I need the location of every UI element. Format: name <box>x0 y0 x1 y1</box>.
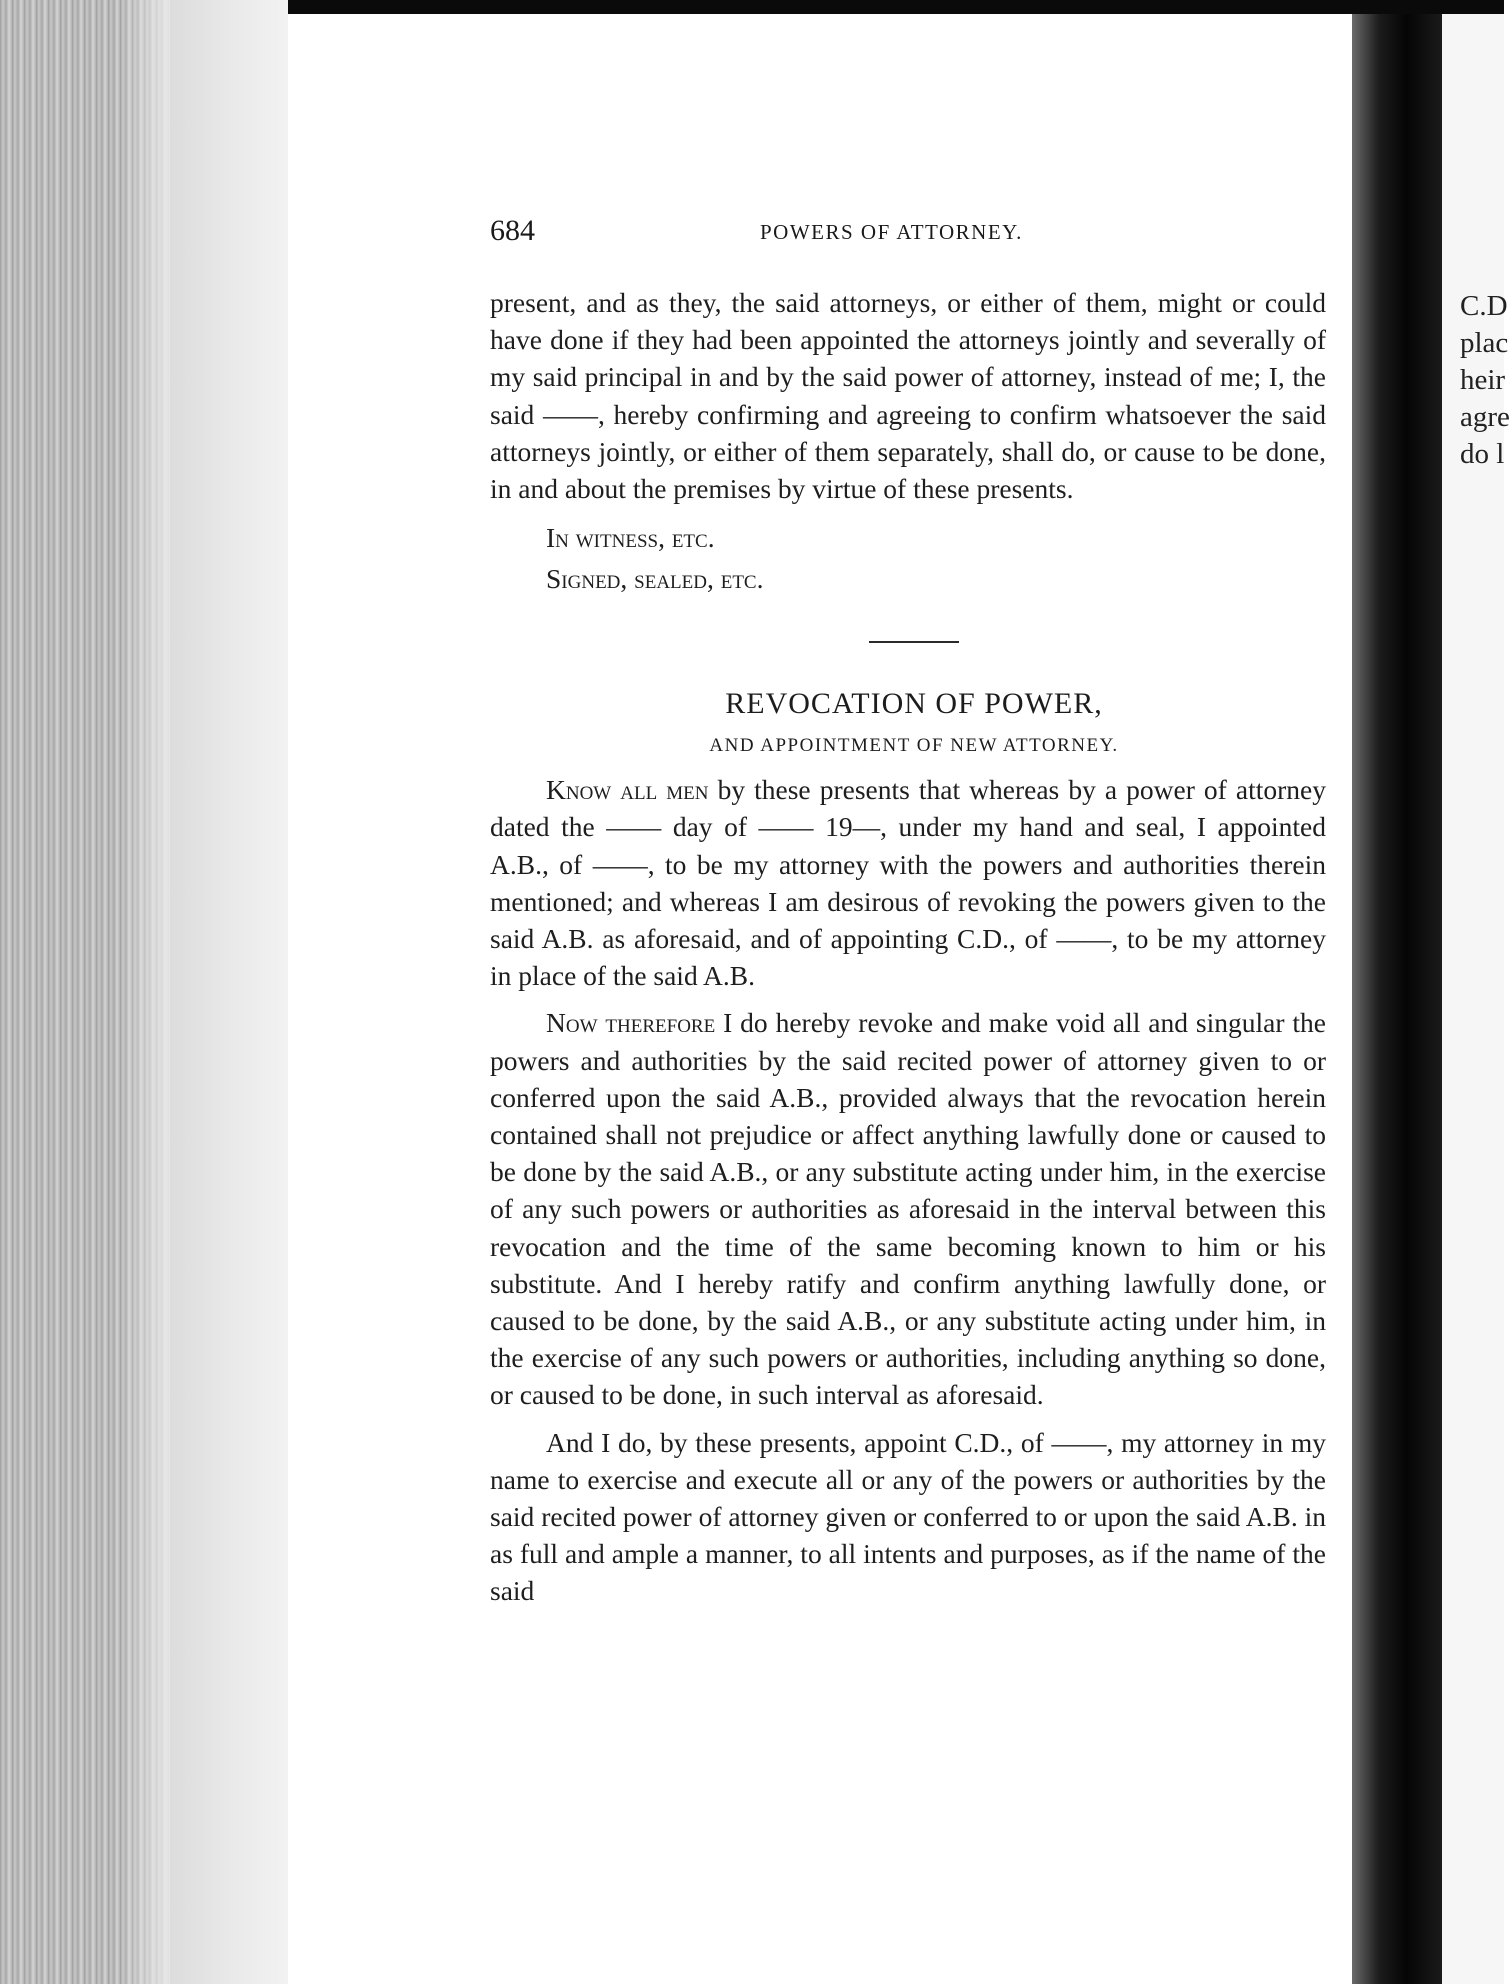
facing-page <box>1442 14 1510 1984</box>
paragraph-now-therefore <box>490 1004 1326 1413</box>
running-head <box>290 214 1350 254</box>
facing-page-fragment: plac <box>1460 327 1509 359</box>
facing-page-fragment: C.D <box>1460 290 1508 322</box>
book-gutter <box>1352 14 1442 1984</box>
book-page-edges <box>0 0 170 1984</box>
paragraph-know-all-men <box>490 771 1326 994</box>
witness-line: In witness, etc. <box>546 522 715 554</box>
facing-page-fragment: heir <box>1460 364 1506 396</box>
facing-page-fragment: agre <box>1460 401 1510 433</box>
paragraph-lead: Now therefore <box>546 1007 716 1039</box>
paragraph-text: I do hereby revoke and make void all and singular the powers and authorities by the said recited power of attorney given to or conferred upon the said A.B., provided always that the revocation herein contained shall not prejudice or affect anything lawfully done or caused to be done by the said A.B., or any substitute acting under him, in the exercise of any such powers or authorities as aforesaid in the interval between this revocation and the time of the same becoming known to him or his substitute. And I hereby ratify and confirm anything lawfully done, or caused to be done, by the said A.B., or any substitute acting under him, in the exercise of any such powers or authorities, including anything so done, or caused to be done, in such interval as aforesaid. <box>490 1007 1326 1411</box>
facing-page-fragment: do l <box>1460 438 1505 470</box>
page-number: 684 <box>490 214 535 247</box>
running-head-title: POWERS OF ATTORNEY. <box>760 220 1023 244</box>
paragraph-lead: Know all men <box>546 774 709 806</box>
book-page <box>290 14 1350 1984</box>
signed-line: Signed, sealed, etc. <box>546 563 764 595</box>
paragraph-appointment: And I do, by these presents, appoint C.D., of ——, my attorney in my name to exercise and execute all or any of the powers or authorities by the said recited power of attorney given or conferred to or upon the said A.B. in as full and ample a manner, to all intents and purposes, as if the name of the said <box>490 1426 1326 1607</box>
section-subtitle: AND APPOINTMENT OF NEW ATTORNEY. <box>709 735 1119 757</box>
section-divider <box>869 641 959 643</box>
opening-paragraph: present, and as they, the said attorneys, or either of them, might or could have done if they had been appointed the attorneys jointly and severally of my said principal in and by the said power of attorney, instead of me; I, the said ——, hereby confirming and agreeing to confirm whatsoever the said attorneys jointly, or either of them separately, shall do, or cause to be done, in and about the premises by virtue of these presents. <box>490 287 1326 505</box>
page-margin-shadow <box>170 0 288 1984</box>
page-body <box>490 284 1326 1610</box>
section-title: REVOCATION OF POWER, <box>725 687 1103 721</box>
paragraph-text: by these presents that whereas by a power of attorney dated the —— day of —— 19—, under my hand and seal, I appointed A.B., of ——, to be my attorney with the powers and authorities therein mentioned; and whereas I am desirous of revoking the powers given to the said A.B. as aforesaid, and of appointing C.D., of ——, to be my attorney in place of the said A.B. <box>490 774 1326 992</box>
